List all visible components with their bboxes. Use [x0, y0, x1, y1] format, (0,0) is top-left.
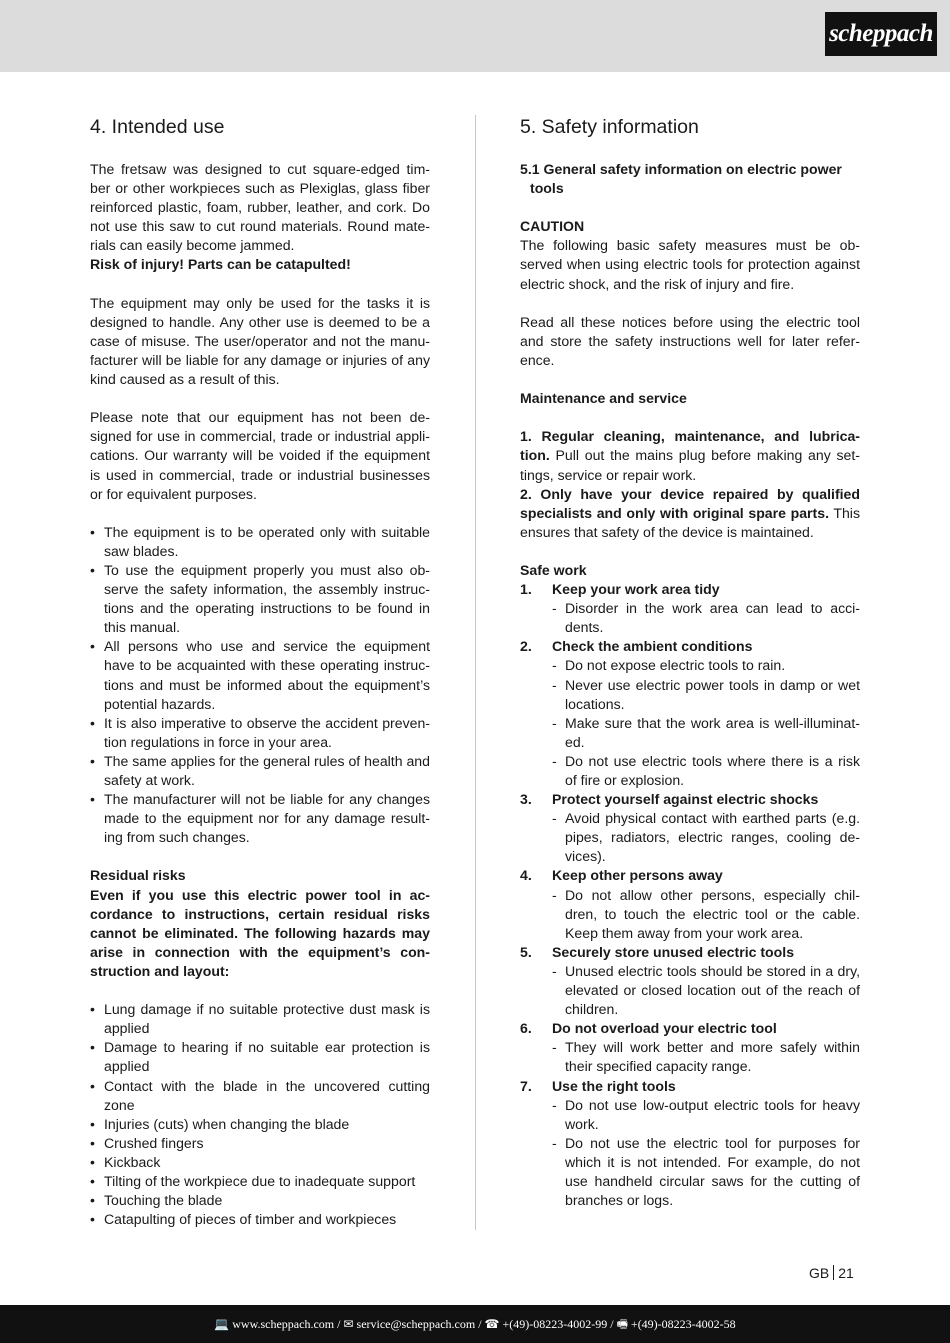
intended-use-bullets — [90, 523, 430, 848]
intended-use-paragraph-3: Please note that our equipment has not been de-signed for use in commercial, trade or industrial appli-cations. Our warranty will be voided if the equipment is used in commercial, trade or industrial businesses or for equivalent purposes. — [90, 409, 430, 502]
safe-work-item-6: 6. Do not overload your electric tool - They will work better and more safely within their specified capacity range. — [520, 1019, 860, 1076]
column-divider — [475, 115, 476, 1230]
computer-icon: 💻 — [214, 1317, 230, 1331]
footer-phone: +(49)-08223-4002-99 — [502, 1317, 608, 1331]
safe-work-title: Securely store unused electric tools — [552, 943, 795, 960]
subsection-heading-5-1: 5.1 General safety information on electric power tools — [520, 161, 842, 197]
list-item: • Damage to hearing if no suitable ear protection is applied — [90, 1038, 430, 1076]
list-item: - Disorder in the work area can lead to acci-dents. — [552, 600, 860, 636]
scheppach-logo: scheppach — [825, 12, 937, 56]
list-item: • Contact with the blade in the uncovered cutting zone — [90, 1077, 430, 1115]
list-item: • Tilting of the workpiece due to inadequate support — [90, 1172, 430, 1191]
footer-fax: +(49)-08223-4002-58 — [630, 1317, 736, 1331]
list-item: • Lung damage if no suitable protective dust mask is applied — [90, 1000, 430, 1038]
intended-use-paragraph-2: The equipment may only be used for the tasks it is designed to handle. Any other use is deemed to be a case of misuse. The user/operator and not the manu-facturer will be liable for any damage or injuries of any kind caused as a result of this. — [90, 294, 430, 388]
column-safety-information — [520, 115, 860, 1210]
injury-warning: Risk of injury! Parts can be catapulted! — [90, 256, 351, 273]
footer-email[interactable]: service@scheppach.com — [356, 1317, 476, 1331]
safe-work-item-1: 1. Keep your work area tidy - Disorder in the work area can lead to acci-dents. — [520, 580, 860, 637]
footer-website[interactable]: www.scheppach.com — [232, 1317, 335, 1331]
section-heading-intended-use: 4. Intended use — [90, 116, 225, 138]
safe-work-title: Check the ambient conditions — [552, 638, 753, 655]
list-item: - Do not expose electric tools to rain. — [552, 657, 786, 674]
page-number-separator — [833, 1265, 834, 1280]
safe-work-item-3: 3. Protect yourself against electric shocks - Avoid physical contact with earthed parts (e.g. pipes, radiators, electric ranges, cooling de-vices). — [520, 790, 860, 866]
residual-risks-heading: Residual risks — [90, 867, 186, 884]
list-item: - Never use electric power tools in damp or wet locations. — [552, 676, 860, 712]
list-item: • Kickback — [90, 1153, 430, 1172]
list-item: • It is also imperative to observe the accident preven-tion regulations in force in your area. — [90, 714, 430, 752]
read-notice-text: Read all these notices before using the electric tool and store the safety instructions well for later refer-ence. — [520, 313, 860, 368]
safe-work-title: Keep other persons away — [552, 867, 723, 884]
intended-use-paragraph-1: The fretsaw was designed to cut square-edged tim- ber or other workpieces such as Plexiglas, glass fiber reinforced plastic, foam, rubber, leather, and cork. Do not use this saw to cut round materials. Round mate- rials can easily become jammed. — [90, 161, 430, 254]
list-item: • To use the equipment properly you must also ob-serve the safety information, the assembly instruc-tions and the operating instructions to be found in this manual. — [90, 561, 430, 637]
safe-work-item-4: 4. Keep other persons away - Do not allow other persons, especially chil-dren, to touch the electric tool or the cable. Keep them away from your work area. — [520, 866, 860, 942]
safe-work-title: Do not overload your electric tool — [552, 1020, 777, 1037]
maintenance-heading: Maintenance and service — [520, 390, 687, 407]
column-intended-use — [90, 115, 430, 1229]
list-item: • Catapulting of pieces of timber and workpieces — [90, 1210, 430, 1229]
page-number: GB 21 — [809, 1265, 854, 1281]
list-item: - Avoid physical contact with earthed parts (e.g. pipes, radiators, electric ranges, cooling de-vices). — [552, 810, 860, 865]
list-item: - Do not use electric tools where there is a risk of fire or explosion. — [552, 752, 860, 788]
safe-work-heading: Safe work — [520, 561, 587, 578]
safe-work-title: Keep your work area tidy — [552, 581, 720, 598]
section-heading-safety-information: 5. Safety information — [520, 116, 699, 138]
maintenance-item-1: 1. Regular cleaning, maintenance, and lubrica-tion. Pull out the mains plug before making any set-tings, service or repair work. — [520, 428, 860, 483]
telephone-icon: ☎ — [484, 1317, 500, 1331]
caution-text: The following basic safety measures must be ob-served when using electric tools for protection against electric shock, and the risk of injury and fire. — [520, 237, 860, 292]
list-item: - Do not use the electric tool for purposes for which it is not intended. For example, do not use handheld circular saws for the cutting of branches or logs. — [552, 1134, 860, 1209]
residual-risks-intro: Even if you use this electric power tool in ac-cordance to instructions, certain residual risks cannot be eliminated. The following hazards may arise in connection with the equipment’s con-struction and layout: — [90, 886, 430, 979]
residual-risks-list — [90, 1000, 430, 1229]
fax-icon: 🖷 — [616, 1317, 628, 1331]
list-item: • The manufacturer will not be liable for any changes made to the equipment nor for any damage result-ing from such changes. — [90, 790, 430, 847]
maintenance-item-2: 2. Only have your device repaired by qualified specialists and only with original spare parts. This ensures that safety of the device is maintained. — [520, 485, 860, 540]
caution-heading: CAUTION — [520, 218, 585, 235]
envelope-icon: ✉ — [343, 1317, 354, 1331]
safe-work-item-7: 7. Use the right tools - Do not use low-output electric tools for heavy work. - Do not use the electric tool for purposes for which it is not intended. For example, do not use handheld circular saws for the cutting of branches or logs. — [520, 1077, 860, 1211]
list-item: - Unused electric tools should be stored in a dry, elevated or closed location out of the reach of children. — [552, 962, 860, 1018]
list-item: • The equipment is to be operated only with suitable saw blades. — [90, 523, 430, 561]
list-item: • Touching the blade — [90, 1191, 430, 1210]
list-item: - Do not use low-output electric tools for heavy work. — [552, 1096, 860, 1132]
safe-work-item-5: 5. Securely store unused electric tools - Unused electric tools should be stored in a dry, elevated or closed location out of the reach of children. — [520, 943, 860, 1019]
safe-work-title: Use the right tools — [552, 1077, 676, 1094]
list-item: - They will work better and more safely within their specified capacity range. — [552, 1039, 860, 1075]
safe-work-title: Protect yourself against electric shocks — [552, 791, 819, 808]
list-item: - Do not allow other persons, especially chil-dren, to touch the electric tool or the cable. Keep them away from your work area. — [552, 886, 860, 941]
list-item: - Make sure that the work area is well-illuminat-ed. — [552, 714, 860, 750]
header-bar — [0, 0, 950, 72]
list-item: • The same applies for the general rules of health and safety at work. — [90, 752, 430, 790]
list-item: • All persons who use and service the equipment have to be acquainted with these operating instruc-tions and must be informed about the equipment’s potential hazards. — [90, 637, 430, 713]
footer-contact-bar: 💻 www.scheppach.com / ✉ service@scheppach.com / ☎ +(49)-08223-4002-99 / 🖷 +(49)-08223-4002-58 — [0, 1305, 950, 1343]
list-item: • Crushed fingers — [90, 1134, 430, 1153]
list-item: • Injuries (cuts) when changing the blade — [90, 1115, 430, 1134]
safe-work-item-2: 2. Check the ambient conditions - Do not expose electric tools to rain. - Never use electric power tools in damp or wet locations. - Make sure that the work area is well-illuminat-ed. - Do not use electric tools where there is a risk of fire or explosion. — [520, 637, 860, 790]
